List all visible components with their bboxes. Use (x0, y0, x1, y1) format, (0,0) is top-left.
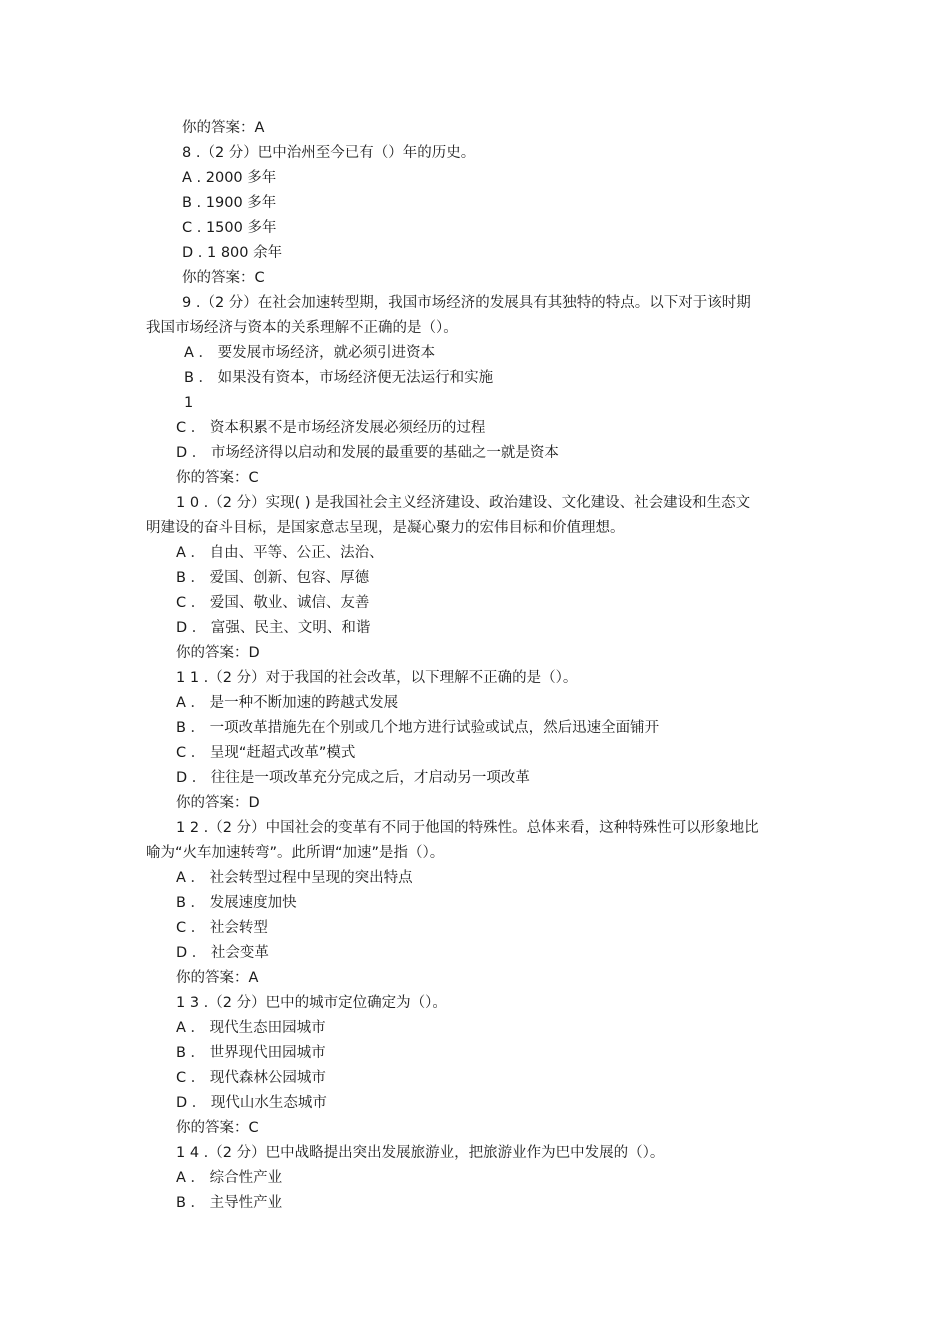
option-line: C ． 爱国、敬业、诚信、友善 (176, 595, 370, 611)
answer-line: 你的答案：A (182, 120, 265, 136)
option-line: D ． 社会变革 (176, 945, 269, 961)
question-10: 1 0 .（2 分）实现( ) 是我国社会主义经济建设、政治建设、文化建设、社会建设和生态文 (176, 495, 751, 511)
option-line: A ． 综合性产业 (176, 1170, 283, 1186)
question-13: 1 3 .（2 分）巴中的城市定位确定为（）。 (176, 995, 447, 1011)
option-line: C ． 呈现“赶超式改革”模式 (176, 745, 356, 761)
answer-line: 你的答案：D (176, 795, 260, 811)
option-line: C ． 资本积累不是市场经济发展必须经历的过程 (176, 420, 486, 436)
option-line: C ． 现代森林公园城市 (176, 1070, 326, 1086)
option-line: B ． 一项改革措施先在个别或几个地方进行试验或试点，然后迅速全面铺开 (176, 720, 660, 736)
option-line: B ． 世界现代田园城市 (176, 1045, 326, 1061)
question-continuation: 明建设的奋斗目标，是国家意志呈现，是凝心聚力的宏伟目标和价值理想。 (146, 520, 625, 536)
option-line: A . 2000 多年 (182, 170, 277, 186)
option-line: A ． 自由、平等、公正、法治、 (176, 545, 384, 561)
question-8: 8 .（2 分）巴中治州至今已有（）年的历史。 (182, 145, 476, 161)
question-continuation: 我国市场经济与资本的关系理解不正确的是（）。 (146, 320, 458, 336)
option-line: D ． 富强、民主、文明、和谐 (176, 620, 371, 636)
question-14: 1 4 .（2 分）巴中战略提出突出发展旅游业，把旅游业作为巴中发展的（）。 (176, 1145, 665, 1161)
question-12: 1 2 .（2 分）中国社会的变革有不同于他国的特殊性。总体来看，这种特殊性可以形象地比 (176, 820, 759, 836)
option-line: B ． 如果没有资本，市场经济便无法运行和实施 (184, 370, 494, 386)
question-continuation: 喻为“火车加速转弯”。此所谓“加速”是指（）。 (146, 845, 445, 861)
question-9: 9 .（2 分）在社会加速转型期，我国市场经济的发展具有其独特的特点。以下对于该时期 (182, 295, 751, 311)
option-line: B ． 发展速度加快 (176, 895, 297, 911)
option-line: B ． 主导性产业 (176, 1195, 283, 1211)
question-11: 1 1 .（2 分）对于我国的社会改革，以下理解不正确的是（）。 (176, 670, 578, 686)
option-line: A ． 要发展市场经济，就必须引进资本 (184, 345, 436, 361)
answer-line: 你的答案：C (176, 470, 259, 486)
option-line: C . 1500 多年 (182, 220, 277, 236)
option-line: A ． 社会转型过程中呈现的突出特点 (176, 870, 413, 886)
page-number: 1 (184, 395, 194, 411)
option-line: D ． 往往是一项改革充分完成之后，才启动另一项改革 (176, 770, 530, 786)
answer-line: 你的答案：D (176, 645, 260, 661)
option-line: B ． 爱国、创新、包容、厚德 (176, 570, 370, 586)
option-line: A ． 现代生态田园城市 (176, 1020, 326, 1036)
option-line: B . 1900 多年 (182, 195, 277, 211)
option-line: D . 1 800 余年 (182, 245, 283, 261)
answer-line: 你的答案：A (176, 970, 259, 986)
answer-line: 你的答案：C (182, 270, 265, 286)
option-line: D ． 市场经济得以启动和发展的最重要的基础之一就是资本 (176, 445, 559, 461)
option-line: D ． 现代山水生态城市 (176, 1095, 327, 1111)
answer-line: 你的答案：C (176, 1120, 259, 1136)
option-line: C ． 社会转型 (176, 920, 268, 936)
option-line: A ． 是一种不断加速的跨越式发展 (176, 695, 399, 711)
